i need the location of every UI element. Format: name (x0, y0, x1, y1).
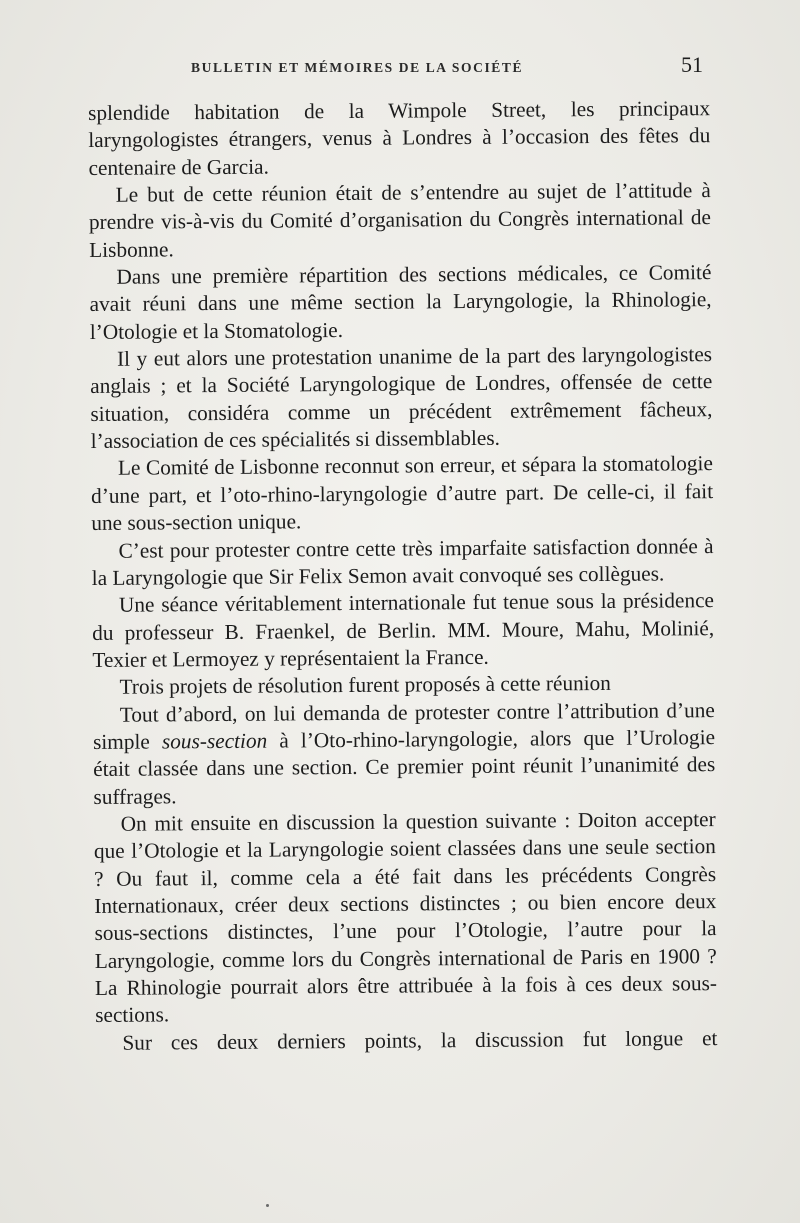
page-header (88, 52, 703, 82)
paragraph: Dans une première répartition des sections médicales, ce Comité avait réuni dans une même section la Laryngologie, la Rhinologie, l’Otologie et la Stomatologie. (89, 260, 712, 344)
paragraph-text: à l’Oto-rhino-laryngologie, alors que l’Urologie était classée dans une section. Ce premier point réunit l’unanimité des suffrages. (93, 725, 716, 809)
paragraph: On mit ensuite en discussion la question suivante : Doiton accepter que l’Otologie et la Laryngologie soient classées dans une seule section ? Ou faut il, comme cela a été fait dans les précédents Congrès Internationaux, créer deux sections distinctes ; ou bien encore deux sous-sections distinctes, l’une pour l’Otologie, l’autre pour la Laryngologie, comme lors du Congrès international de Paris en 1900 ? La Rhinologie pourrait alors être attribuée à la fois à ces deux sous-sections. (93, 807, 718, 1028)
paragraph: C’est pour protester contre cette très imparfaite satisfaction donnée à la Laryngologie que Sir Felix Semon avait convoqué ses collègues. (91, 533, 714, 590)
paragraph: Le Comité de Lisbonne reconnut son erreur, et sépara la stomatologie d’une part, et l’oto-rhino-laryngologie d’autre part. De celle-ci, il fait une sous-section unique. (91, 451, 714, 536)
italic-term: sous-section (161, 728, 268, 754)
paragraph: Trois projets de résolution furent proposés à cette réunion (119, 671, 612, 699)
running-title: BULLETIN ET MÉMOIRES DE LA SOCIÉTÉ (191, 60, 524, 75)
paragraph: Le but de cette réunion était de s’entendre au sujet de l’attitude à prendre vis-à-vis du Comité d’organisation du Congrès international de Lisbonne. (88, 178, 712, 262)
page-number: 51 (681, 52, 703, 77)
paragraph: Il y eut alors une protestation unanime de la part des laryngologistes anglais ; et la Société Laryngologique de Londres, offensée de cette situation, considéra comme un précédent extrêmement fâcheux, l’association de ces spécialités si dissemblables. (90, 342, 713, 454)
paragraph: splendide habitation de la Wimpole Street, les principaux laryngologistes étrangers, venus à Londres à l’occasion des fêtes du centenaire de Garcia. (88, 96, 711, 180)
body-text (88, 95, 717, 1057)
paragraph: Sur ces deux derniers points, la discussion fut longue et (122, 1025, 718, 1055)
paper-speck (266, 1204, 269, 1207)
paragraph: Une séance véritablement internationale fut tenue sous la présidence du professeur B. Fraenkel, de Berlin. MM. Moure, Mahu, Molinié, Texier et Lermoyez y représentaient la France. (92, 588, 715, 672)
paragraph (93, 697, 716, 811)
paragraph-text: Tout d’abord, on lui demanda de protester contre l’attribution d’une simple (92, 697, 715, 754)
